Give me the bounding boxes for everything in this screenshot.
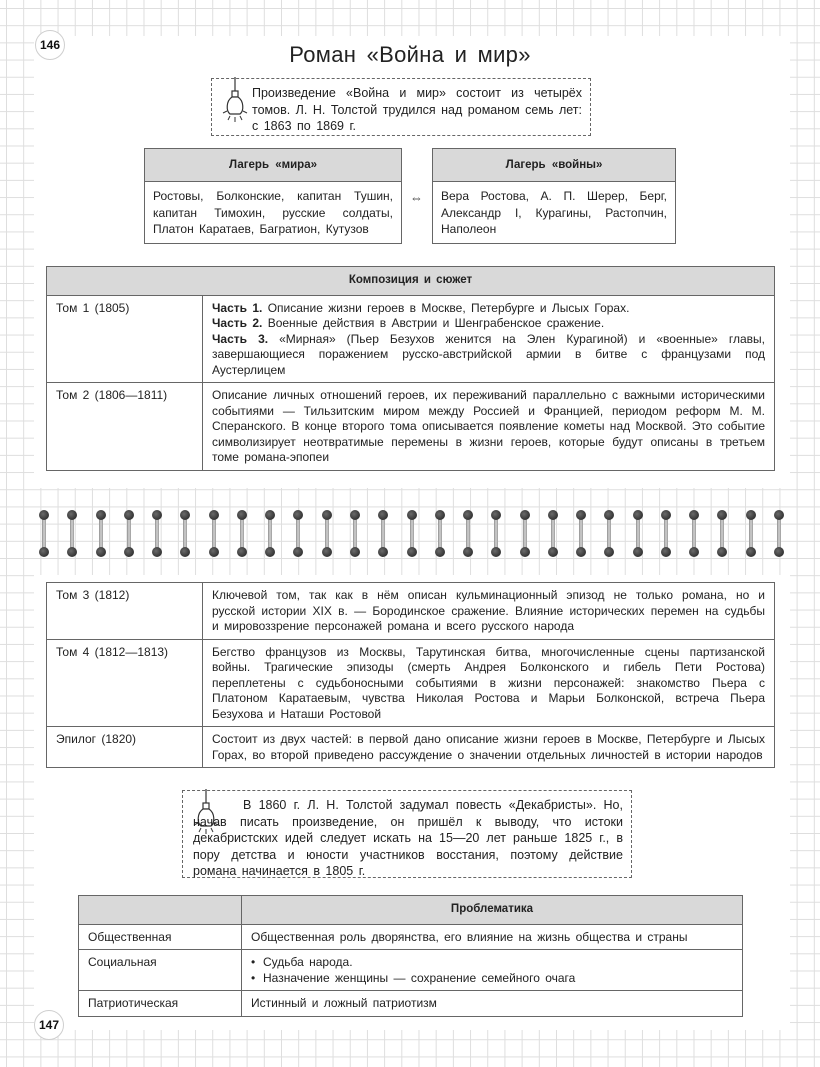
spiral-ring-icon xyxy=(349,510,361,560)
table-row xyxy=(47,727,775,768)
camp-war-body: Вера Ростова, А. П. Шерер, Берг, Александр I, Курагины, Растопчин, Наполеон xyxy=(441,189,667,236)
double-arrow-icon: ⇔ xyxy=(410,190,423,205)
volume-description: Бегство французов из Москвы, Тарутинская битва, многочисленные сцены партизанской войны. Трагические эпизоды (смерть Андрея Болконского и гибель Пети Ростова) переплетены с судьбоносными событиями в жизни персонажей: знакомство Пьера с Платоном Каратаевым, чувства Николая Ростова и Марьи Болконской, встреча Пьера Безухова и Наташи Ростовой xyxy=(203,639,775,727)
spiral-ring-icon xyxy=(208,510,220,560)
spiral-ring-icon xyxy=(773,510,785,560)
note-text: В 1860 г. Л. Н. Толстой задумал повесть «Декабристы». Но, начав писать произведение, он пришёл к выводу, что истоки декабристских идей следует искать на 15—20 лет раньше 1825 г., в пору детства и юности участников восстания, поэтому действие романа начинается в 1805 г. xyxy=(193,798,623,878)
part-label: Часть 2. xyxy=(212,316,263,330)
spiral-ring-icon xyxy=(321,510,333,560)
spiral-ring-icon xyxy=(151,510,163,560)
page-number-bottom: 147 xyxy=(34,1010,64,1040)
spiral-ring-icon xyxy=(434,510,446,560)
volume-label: Эпилог (1820) xyxy=(47,727,203,768)
composition-heading: Композиция и сюжет xyxy=(47,267,775,296)
spiral-ring-icon xyxy=(575,510,587,560)
spiral-ring-icon xyxy=(716,510,728,560)
volume-label: Том 1 (1805) xyxy=(47,295,203,383)
spiral-ring-icon xyxy=(660,510,672,560)
problem-description: Истинный и ложный патриотизм xyxy=(242,991,743,1017)
info-note-bottom xyxy=(182,790,632,878)
spiral-ring-icon xyxy=(123,510,135,560)
table-row xyxy=(79,950,743,991)
problems-table xyxy=(78,895,743,1017)
info-note-top xyxy=(211,78,591,136)
volume-label: Том 3 (1812) xyxy=(47,583,203,640)
camp-peace-body: Ростовы, Болконские, капитан Тушин, капитан Тимохин, русские солдаты, Платон Каратаев, Багратион, Кутузов xyxy=(153,189,393,236)
problem-type: Общественная xyxy=(79,924,242,950)
bullet-item: • Судьба народа. xyxy=(251,955,733,971)
composition-table-top xyxy=(46,266,775,471)
part-label: Часть 3. xyxy=(212,331,269,346)
part-text: «Мирная» (Пьер Безухов женится на Элен Курагиной) и «военные» главы, завершающиеся поражением русско-австрийской армии в битве с французами под Аустерлицем xyxy=(212,331,766,377)
part-text: Военные действия в Австрии и Шенграбенское сражение. xyxy=(262,316,605,330)
volume-description xyxy=(203,295,775,383)
spiral-ring-icon xyxy=(292,510,304,560)
part-label: Часть 1. xyxy=(212,300,263,315)
spiral-ring-icon xyxy=(632,510,644,560)
volume-description: Состоит из двух частей: в первой дано описание жизни героев в Москве, Петербурге и Лысых Горах, во второй приведено рассуждение о значении отдельных личностей в истории народов xyxy=(203,727,775,768)
spiral-ring-icon xyxy=(66,510,78,560)
spiral-binding xyxy=(0,500,820,572)
volume-label: Том 4 (1812—1813) xyxy=(47,639,203,727)
problems-heading-blank xyxy=(79,896,242,925)
spiral-ring-icon xyxy=(547,510,559,560)
table-row xyxy=(79,991,743,1017)
spiral-ring-icon xyxy=(179,510,191,560)
problem-type: Патриотическая xyxy=(79,991,242,1017)
problem-description xyxy=(242,950,743,991)
part-text: Описание жизни героев в Москве, Петербурге и Лысых Горах. xyxy=(262,300,630,315)
spiral-ring-icon xyxy=(377,510,389,560)
problem-description: Общественная роль дворянства, его влияние на жизнь общества и страны xyxy=(242,924,743,950)
spiral-ring-icon xyxy=(38,510,50,560)
spiral-ring-icon xyxy=(688,510,700,560)
problems-heading: Проблематика xyxy=(242,896,743,925)
spiral-ring-icon xyxy=(745,510,757,560)
camp-peace-heading: Лагерь «мира» xyxy=(145,149,401,182)
spiral-ring-icon xyxy=(603,510,615,560)
volume-description: Описание личных отношений героев, их переживаний параллельно с важными историческими событиями — Тильзитским миром между Россией и Францией, периодом реформ М. М. Сперанского. В конце второго тома описывается появление кометы над Москвой. Это событие символизирует неотвратимые перемены в жизни героев, которые будут описаны в третьем томе романа-эпопеи xyxy=(203,383,775,471)
spiral-ring-icon xyxy=(95,510,107,560)
camp-war-heading: Лагерь «войны» xyxy=(433,149,675,182)
table-row xyxy=(47,295,775,383)
bullet-item: • Назначение женщины — сохранение семейного очага xyxy=(251,971,733,987)
lightbulb-icon xyxy=(220,77,250,125)
note-text: Произведение «Война и мир» состоит из четырёх томов. Л. Н. Толстой трудился над романом семь лет: с 1863 по 1869 г. xyxy=(252,86,582,133)
table-row xyxy=(47,583,775,640)
table-row xyxy=(47,639,775,727)
camp-war-box xyxy=(432,148,676,244)
page-number-top: 146 xyxy=(35,30,65,60)
problem-type: Социальная xyxy=(79,950,242,991)
spiral-ring-icon xyxy=(236,510,248,560)
spiral-ring-icon xyxy=(406,510,418,560)
camp-peace-box xyxy=(144,148,402,244)
table-row xyxy=(79,924,743,950)
spiral-ring-icon xyxy=(490,510,502,560)
page-title: Роман «Война и мир» xyxy=(289,42,531,67)
composition-table-bottom xyxy=(46,582,775,768)
volume-label: Том 2 (1806—1811) xyxy=(47,383,203,471)
spiral-ring-icon xyxy=(462,510,474,560)
spiral-ring-icon xyxy=(519,510,531,560)
table-row xyxy=(47,383,775,471)
volume-description: Ключевой том, так как в нём описан кульминационный эпизод не только романа, но и русской истории XIX в. — Бородинское сражение. Влияние исторических перемен на судьбы и мировоззрение персонажей романа и всего русского народа xyxy=(203,583,775,640)
spiral-ring-icon xyxy=(264,510,276,560)
